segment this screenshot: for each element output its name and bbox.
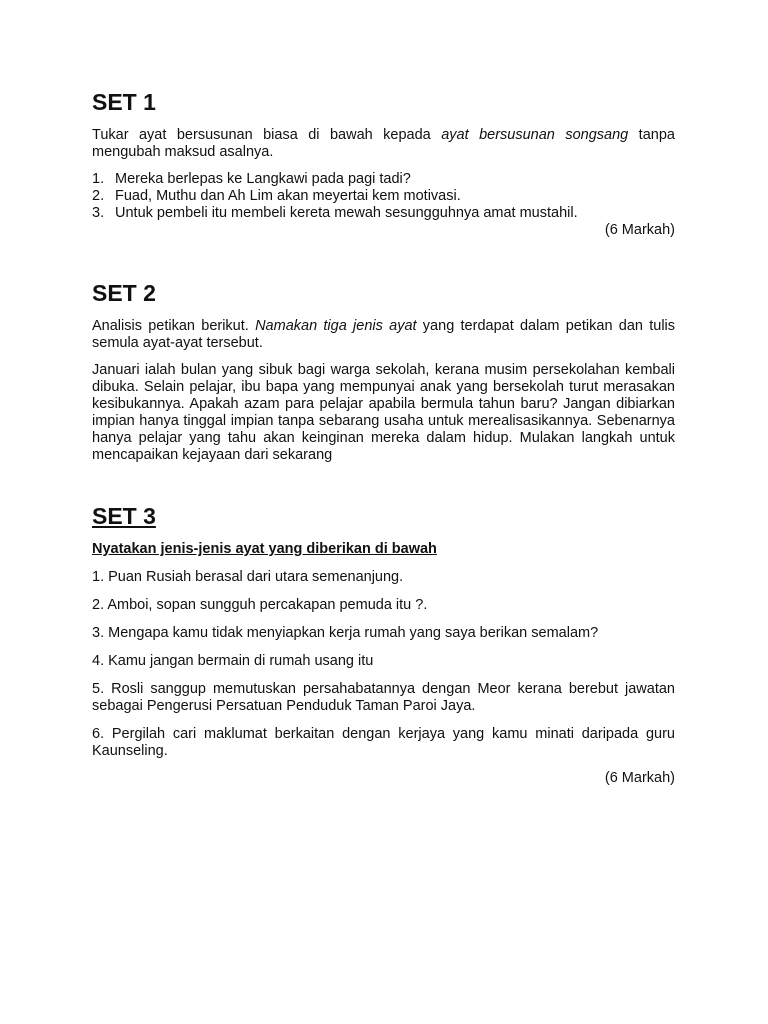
set3-question: 5. Rosli sanggup memutuskan persahabatannya dengan Meor kerana berebut jawatan sebagai Pengerusi Persatuan Penduduk Taman Paroi Jaya. <box>92 681 675 714</box>
set3-instruction: Nyatakan jenis-jenis ayat yang diberikan di bawah <box>92 541 437 557</box>
set3-marks: (6 Markah) <box>604 770 675 786</box>
set3-question: 1. Puan Rusiah berasal dari utara semenanjung. <box>92 569 404 585</box>
set2-instruction-emphasis: Namakan tiga jenis ayat <box>255 318 417 334</box>
set1-instruction-emphasis: ayat bersusunan songsang <box>441 127 629 143</box>
set1-question-text: Untuk pembeli itu membeli kereta mewah sesungguhnya amat mustahil. <box>115 205 578 221</box>
set1-instruction-part1: Tukar ayat bersusunan biasa di bawah kepada <box>92 127 442 143</box>
set1-question <box>92 205 675 222</box>
set1-heading: SET 1 <box>92 89 156 115</box>
set1-instruction-part2: tanpa mengubah maksud asalnya. <box>92 127 675 160</box>
set1-question-text: Mereka berlepas ke Langkawi pada pagi tadi? <box>115 171 411 187</box>
set2-instruction <box>92 318 675 352</box>
set1-instruction <box>92 127 675 161</box>
set1-question <box>92 188 675 205</box>
set1-question-text: Fuad, Muthu dan Ah Lim akan meyertai kem motivasi. <box>115 188 461 204</box>
set2-instruction-part2: yang terdapat dalam petikan dan tulis semula ayat-ayat tersebut. <box>92 318 676 351</box>
set1-question-number: 2. <box>92 188 105 204</box>
set3-section <box>92 541 675 787</box>
set2-section <box>92 318 675 464</box>
set3-heading: SET 3 <box>92 503 156 529</box>
set3-question: 3. Mengapa kamu tidak menyiapkan kerja rumah yang saya berikan semalam? <box>92 625 599 641</box>
set1-marks: (6 Markah) <box>604 222 675 238</box>
set2-heading: SET 2 <box>92 280 156 306</box>
set1-question-number: 1. <box>92 171 105 187</box>
set1-section <box>92 127 675 239</box>
set2-passage: Januari ialah bulan yang sibuk bagi warga sekolah, kerana musim persekolahan kembali dibuka. Selain pelajar, ibu bapa yang mempunyai anak yang bersekolah turut merasakan kesibukannya. Apakah azam para pelajar apabila bermula tahun baru? Jangan dibiarkan impian hanya tinggal impian tanpa sebarang usaha untuk merealisasikannya. Sebenarnya hanya pelajar yang tahu akan keinginan mereka dalam hidup. Mulakan langkah untuk mencapaikan kejayaan dari sekarang <box>92 362 675 463</box>
set2-instruction-part1: Analisis petikan berikut. <box>92 318 256 334</box>
set3-question: 4. Kamu jangan bermain di rumah usang itu <box>92 653 374 669</box>
set1-question <box>92 171 675 188</box>
set3-question: 6. Pergilah cari maklumat berkaitan dengan kerjaya yang kamu minati daripada guru Kaunseling. <box>92 726 675 759</box>
set1-question-list <box>92 171 675 222</box>
set3-question: 2. Amboi, sopan sungguh percakapan pemuda itu ?. <box>92 597 428 613</box>
set1-question-number: 3. <box>92 205 105 221</box>
